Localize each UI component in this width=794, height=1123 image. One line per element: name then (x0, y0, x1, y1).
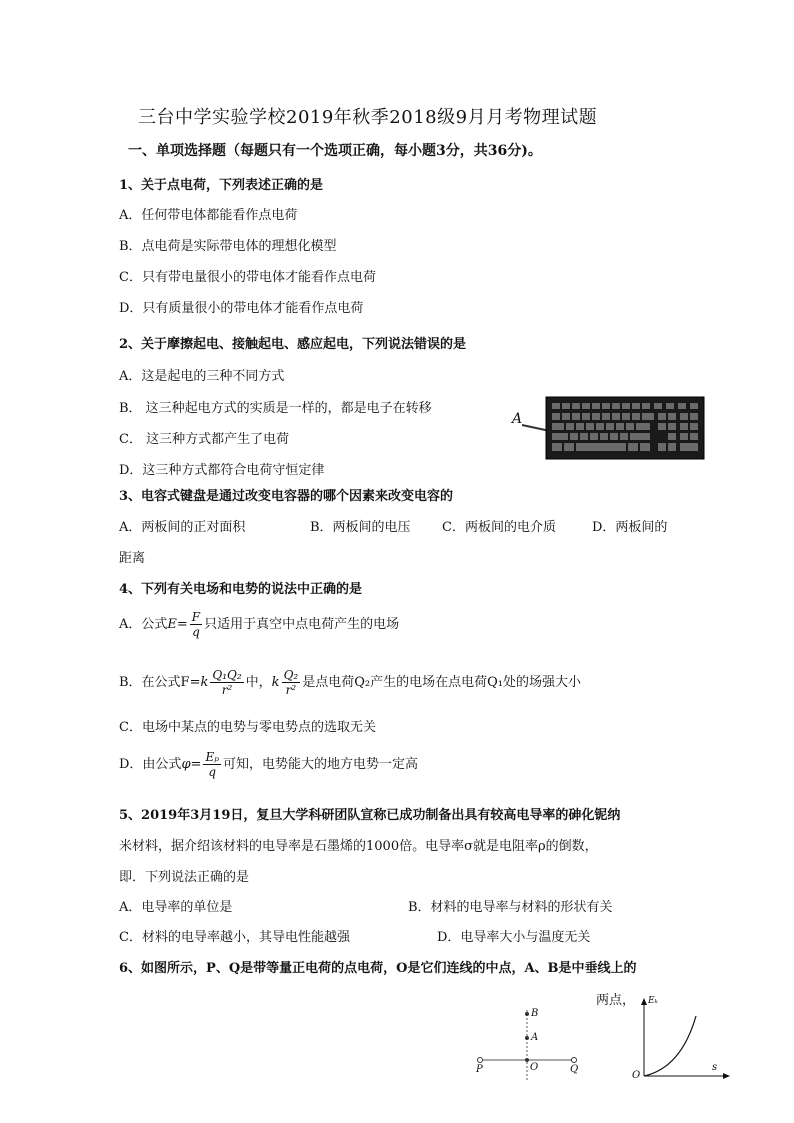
question-1-option-a: A．任何带电体都能看作点电荷 (119, 208, 298, 223)
question-4-option-d (119, 748, 418, 782)
question-1-option-c: C．只有带电量很小的带电体才能看作点电荷 (119, 270, 376, 285)
question-5-line-2: 米材料，据介绍该材料的电导率是石墨烯的1000倍。电导率σ就是电阻率ρ的倒数， (119, 839, 598, 854)
question-5-line-1: 5、2019年3月19日，复旦大学科研团队宣称已成功制备出具有较高电导率的砷化铌纳 (119, 808, 621, 823)
question-3-option-c: C．两板间的电介质 (442, 520, 556, 535)
option-a-suffix: 只适用于真空中点电荷产生的电场 (204, 617, 400, 632)
question-6-line-1: 6、如图所示，P、Q是带等量正电荷的点电荷，O是它们连线的中点，A、B是中垂线上的 (119, 961, 637, 976)
label-p: P (476, 1064, 483, 1075)
label-ek: Eₖ (648, 996, 658, 1006)
fraction-denominator: q (192, 625, 200, 639)
option-a-prefix: A．公式 (119, 617, 168, 632)
fraction-ep-over-q (203, 750, 221, 779)
label-b: B (531, 1008, 539, 1019)
keyboard-figure (508, 395, 708, 461)
page-title: 三台中学实验学校2019年秋季2018级9月月考物理试题 (138, 107, 598, 128)
question-3-option-d: D．两板间的 (592, 520, 668, 535)
fraction-denominator: q (208, 765, 217, 779)
section-heading: 一、单项选择题（每题只有一个选项正确，每小题3分，共36分)。 (128, 143, 542, 159)
question-1-option-d: D．只有质量很小的带电体才能看作点电荷 (119, 301, 364, 316)
question-5-option-a: A．电导率的单位是 (119, 900, 233, 915)
option-b-prefix: B．在公式F= (119, 675, 201, 690)
fraction-denominator: r² (285, 683, 297, 697)
question-6-line-2: 两点， (596, 993, 636, 1008)
fraction-denominator: r² (221, 683, 233, 697)
charge-diagram-svg (472, 1008, 584, 1084)
question-3-stem: 3、电容式键盘是通过改变电容器的哪个因素来改变电容的 (119, 489, 454, 504)
charge-diagram (472, 1008, 584, 1084)
formula-e: E (167, 617, 177, 632)
question-2-option-a: A．这是起电的三种不同方式 (119, 369, 285, 384)
constant-k: k (271, 675, 280, 690)
formula-equals: = (176, 617, 188, 632)
keyboard-image (508, 395, 708, 461)
question-4-option-b (119, 666, 581, 700)
fraction-numerator: Eₚ (205, 750, 219, 764)
question-2-option-b: B． 这三种起电方式的实质是一样的，都是电子在转移 (119, 401, 432, 416)
question-5-option-c: C．材料的电导率越小，其导电性能越强 (119, 930, 350, 945)
label-q: Q (570, 1064, 579, 1075)
option-b-suffix: 是点电荷Q₂产生的电场在点电荷Q₁处的场强大小 (302, 675, 581, 690)
question-2-option-d: D．这三种方式都符合电荷守恒定律 (119, 463, 325, 478)
constant-k: k (200, 675, 209, 690)
question-5-option-d: D．电导率大小与温度无关 (437, 930, 591, 945)
label-s: s (712, 1062, 718, 1073)
label-o: O (530, 1062, 539, 1073)
question-4-option-c: C．电场中某点的电势与零电势点的选取无关 (119, 720, 376, 735)
fraction-numerator: Q₂ (283, 668, 299, 682)
fraction-coulomb (210, 668, 243, 697)
question-4-stem: 4、下列有关电场和电势的说法中正确的是 (119, 582, 363, 597)
question-3-option-d-continued: 距离 (119, 551, 146, 566)
question-2-option-c: C． 这三种方式都产生了电荷 (119, 432, 290, 447)
question-1-stem: 1、关于点电荷，下列表述正确的是 (119, 178, 324, 193)
question-5-option-b: B．材料的电导率与材料的形状有关 (408, 900, 613, 915)
option-d-prefix: D．由公式 (119, 757, 182, 772)
question-4-option-a (119, 608, 399, 642)
label-a: A (531, 1032, 539, 1043)
fraction-numerator: F (191, 610, 201, 624)
question-3-option-a: A．两板间的正对面积 (119, 520, 246, 535)
question-3-option-b: B．两板间的电压 (310, 520, 411, 535)
formula-phi: φ= (181, 757, 202, 772)
question-5-line-3: 即．下列说法正确的是 (119, 870, 250, 885)
option-b-middle: 中， (245, 675, 272, 690)
ek-s-graph (626, 996, 732, 1086)
fraction-field (282, 668, 301, 697)
label-origin: O (632, 1070, 641, 1081)
question-2-stem: 2、关于摩擦起电、接触起电、感应起电，下列说法错误的是 (119, 337, 467, 352)
fraction-numerator: Q₁Q₂ (212, 668, 242, 682)
fraction-f-over-q (190, 610, 202, 639)
question-1-option-b: B．点电荷是实际带电体的理想化模型 (119, 239, 337, 254)
option-d-suffix: 可知，电势能大的地方电势一定高 (223, 757, 419, 772)
keyboard-label: A (512, 411, 523, 427)
